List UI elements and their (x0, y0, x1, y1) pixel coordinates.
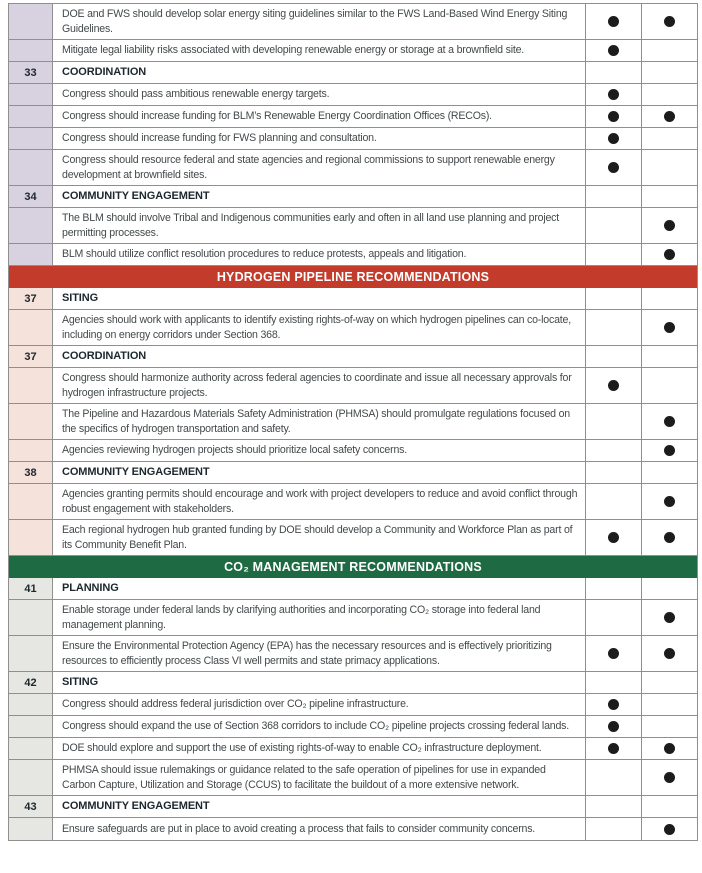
row-number-cell (9, 636, 53, 671)
filled-dot-icon (664, 824, 675, 835)
filled-dot-icon (608, 699, 619, 710)
filled-dot-icon (664, 220, 675, 231)
category-label: COORDINATION (53, 346, 586, 367)
dot-cell-2 (642, 84, 697, 105)
table-row (9, 244, 697, 266)
table-row (9, 84, 697, 106)
row-number-cell (9, 106, 53, 127)
dot-cell-2 (642, 288, 697, 309)
dot-cell-1 (586, 738, 642, 759)
row-number-cell (9, 40, 53, 61)
dot-cell-2 (642, 578, 697, 599)
row-number-cell (9, 84, 53, 105)
dot-cell-1 (586, 760, 642, 795)
table-row (9, 40, 697, 62)
recommendation-text: Agencies granting permits should encourage and work with project developers to reduce and avoid conflict through robust engagement with stakeholders. (53, 484, 586, 519)
recommendation-text: DOE and FWS should develop solar energy siting guidelines similar to the FWS Land-Based Wind Energy Siting Guidelines. (53, 4, 586, 39)
category-number: 43 (9, 796, 53, 817)
dot-cell-2 (642, 186, 697, 207)
filled-dot-icon (608, 133, 619, 144)
filled-dot-icon (664, 16, 675, 27)
table-row (9, 310, 697, 346)
table-row (9, 818, 697, 840)
filled-dot-icon (608, 111, 619, 122)
row-number-cell (9, 150, 53, 185)
dot-cell-1 (586, 368, 642, 403)
section-bar (9, 266, 697, 288)
recommendation-text: PHMSA should issue rulemakings or guidance related to the safe operation of pipelines for use in expanded Carbon Capture, Utilization and Storage (CCUS) to facilitate the buildout of a more extensive network. (53, 760, 586, 795)
dot-cell-2 (642, 600, 697, 635)
dot-cell-1 (586, 150, 642, 185)
recommendation-text: Congress should increase funding for FWS planning and consultation. (53, 128, 586, 149)
category-label: COORDINATION (53, 62, 586, 83)
filled-dot-icon (608, 532, 619, 543)
filled-dot-icon (664, 249, 675, 260)
recommendation-text: The BLM should involve Tribal and Indigenous communities early and often in all land use planning and project permitting processes. (53, 208, 586, 243)
dot-cell-2 (642, 128, 697, 149)
dot-cell-2 (642, 208, 697, 243)
dot-cell-2 (642, 106, 697, 127)
dot-cell-2 (642, 462, 697, 483)
section-bar-title: HYDROGEN PIPELINE RECOMMENDATIONS (216, 270, 490, 284)
dot-cell-1 (586, 672, 642, 693)
dot-cell-2 (642, 520, 697, 555)
dot-cell-1 (586, 62, 642, 83)
row-number-cell (9, 208, 53, 243)
dot-cell-1 (586, 484, 642, 519)
dot-cell-1 (586, 288, 642, 309)
category-row (9, 346, 697, 368)
table-row (9, 4, 697, 40)
dot-cell-2 (642, 760, 697, 795)
row-number-cell (9, 128, 53, 149)
row-number-cell (9, 310, 53, 345)
dot-cell-2 (642, 636, 697, 671)
category-row (9, 672, 697, 694)
row-number-cell (9, 760, 53, 795)
dot-cell-1 (586, 600, 642, 635)
dot-cell-1 (586, 694, 642, 715)
category-label: PLANNING (53, 578, 586, 599)
category-row (9, 462, 697, 484)
table-row (9, 404, 697, 440)
row-number-cell (9, 694, 53, 715)
recommendation-text: Agencies reviewing hydrogen projects should prioritize local safety concerns. (53, 440, 586, 461)
dot-cell-2 (642, 716, 697, 737)
dot-cell-1 (586, 4, 642, 39)
row-number-cell (9, 738, 53, 759)
category-row (9, 186, 697, 208)
table-row (9, 600, 697, 636)
category-label: SITING (53, 672, 586, 693)
dot-cell-1 (586, 310, 642, 345)
dot-cell-1 (586, 244, 642, 265)
dot-cell-2 (642, 244, 697, 265)
dot-cell-1 (586, 346, 642, 367)
recommendation-text: Ensure safeguards are put in place to avoid creating a process that fails to consider community concerns. (53, 818, 586, 840)
filled-dot-icon (664, 111, 675, 122)
dot-cell-1 (586, 106, 642, 127)
dot-cell-1 (586, 440, 642, 461)
table-row (9, 128, 697, 150)
row-number-cell (9, 716, 53, 737)
category-number: 37 (9, 288, 53, 309)
filled-dot-icon (664, 496, 675, 507)
filled-dot-icon (608, 89, 619, 100)
filled-dot-icon (664, 612, 675, 623)
filled-dot-icon (608, 162, 619, 173)
filled-dot-icon (608, 45, 619, 56)
dot-cell-1 (586, 636, 642, 671)
dot-cell-1 (586, 186, 642, 207)
table-row (9, 106, 697, 128)
recommendation-text: Congress should increase funding for BLM’s Renewable Energy Coordination Offices (RECOs). (53, 106, 586, 127)
category-row (9, 288, 697, 310)
category-number: 42 (9, 672, 53, 693)
dot-cell-2 (642, 694, 697, 715)
filled-dot-icon (608, 743, 619, 754)
category-label: SITING (53, 288, 586, 309)
category-number: 38 (9, 462, 53, 483)
dot-cell-1 (586, 208, 642, 243)
dot-cell-2 (642, 4, 697, 39)
row-number-cell (9, 368, 53, 403)
dot-cell-2 (642, 346, 697, 367)
recommendation-text: Each regional hydrogen hub granted funding by DOE should develop a Community and Workforce Plan as part of its Community Benefit Plan. (53, 520, 586, 555)
dot-cell-1 (586, 716, 642, 737)
table-row (9, 520, 697, 556)
category-row (9, 578, 697, 600)
row-number-cell (9, 520, 53, 555)
table-row (9, 760, 697, 796)
recommendation-text: Congress should address federal jurisdiction over CO₂ pipeline infrastructure. (53, 694, 586, 715)
dot-cell-1 (586, 462, 642, 483)
recommendation-text: Congress should harmonize authority across federal agencies to coordinate and issue all necessary approvals for hydrogen infrastructure projects. (53, 368, 586, 403)
recommendation-text: Agencies should work with applicants to identify existing rights-of-way on which hydrogen pipelines can co-locate, including on energy corridors under Section 368. (53, 310, 586, 345)
filled-dot-icon (608, 16, 619, 27)
table-row (9, 150, 697, 186)
dot-cell-1 (586, 128, 642, 149)
dot-cell-2 (642, 368, 697, 403)
row-number-cell (9, 404, 53, 439)
filled-dot-icon (608, 380, 619, 391)
dot-cell-2 (642, 404, 697, 439)
recommendations-table (8, 3, 698, 841)
category-label: COMMUNITY ENGAGEMENT (53, 186, 586, 207)
category-number: 34 (9, 186, 53, 207)
filled-dot-icon (664, 445, 675, 456)
filled-dot-icon (664, 322, 675, 333)
category-label: COMMUNITY ENGAGEMENT (53, 796, 586, 817)
dot-cell-1 (586, 578, 642, 599)
dot-cell-1 (586, 520, 642, 555)
dot-cell-2 (642, 62, 697, 83)
row-number-cell (9, 440, 53, 461)
table-row (9, 694, 697, 716)
dot-cell-2 (642, 150, 697, 185)
category-row (9, 62, 697, 84)
row-number-cell (9, 484, 53, 519)
section-bar (9, 556, 697, 578)
table-row (9, 440, 697, 462)
recommendation-text: Congress should expand the use of Section 368 corridors to include CO₂ pipeline projects crossing federal lands. (53, 716, 586, 737)
row-number-cell (9, 4, 53, 39)
dot-cell-2 (642, 440, 697, 461)
dot-cell-1 (586, 84, 642, 105)
category-number: 33 (9, 62, 53, 83)
table-row (9, 208, 697, 244)
dot-cell-2 (642, 738, 697, 759)
recommendation-text: DOE should explore and support the use of existing rights-of-way to enable CO₂ infrastructure deployment. (53, 738, 586, 759)
recommendation-text: BLM should utilize conflict resolution procedures to reduce protests, appeals and litigation. (53, 244, 586, 265)
table-row (9, 738, 697, 760)
row-number-cell (9, 818, 53, 840)
recommendation-text: Congress should resource federal and state agencies and regional commissions to support renewable energy development at brownfield sites. (53, 150, 586, 185)
dot-cell-1 (586, 796, 642, 817)
row-number-cell (9, 600, 53, 635)
dot-cell-2 (642, 484, 697, 519)
filled-dot-icon (608, 648, 619, 659)
dot-cell-2 (642, 818, 697, 840)
dot-cell-1 (586, 404, 642, 439)
category-row (9, 796, 697, 818)
dot-cell-1 (586, 40, 642, 61)
category-number: 41 (9, 578, 53, 599)
table-row (9, 716, 697, 738)
dot-cell-1 (586, 818, 642, 840)
recommendation-text: Ensure the Environmental Protection Agency (EPA) has the necessary resources and is effectively prioritizing resources to efficiently process Class VI well permits and state primacy applications. (53, 636, 586, 671)
dot-cell-2 (642, 672, 697, 693)
filled-dot-icon (664, 532, 675, 543)
section-bar-title: CO₂ MANAGEMENT RECOMMENDATIONS (224, 560, 482, 574)
filled-dot-icon (608, 721, 619, 732)
table-row (9, 484, 697, 520)
filled-dot-icon (664, 416, 675, 427)
recommendation-text: Congress should pass ambitious renewable energy targets. (53, 84, 586, 105)
dot-cell-2 (642, 40, 697, 61)
filled-dot-icon (664, 743, 675, 754)
dot-cell-2 (642, 310, 697, 345)
table-row (9, 368, 697, 404)
filled-dot-icon (664, 772, 675, 783)
table-row (9, 636, 697, 672)
recommendation-text: Mitigate legal liability risks associated with developing renewable energy or storage at a brownfield site. (53, 40, 586, 61)
dot-cell-2 (642, 796, 697, 817)
category-number: 37 (9, 346, 53, 367)
category-label: COMMUNITY ENGAGEMENT (53, 462, 586, 483)
filled-dot-icon (664, 648, 675, 659)
row-number-cell (9, 244, 53, 265)
recommendation-text: Enable storage under federal lands by clarifying authorities and incorporating CO₂ storage into federal land management planning. (53, 600, 586, 635)
recommendation-text: The Pipeline and Hazardous Materials Safety Administration (PHMSA) should promulgate regulations focused on the specifics of hydrogen transportation and safety. (53, 404, 586, 439)
